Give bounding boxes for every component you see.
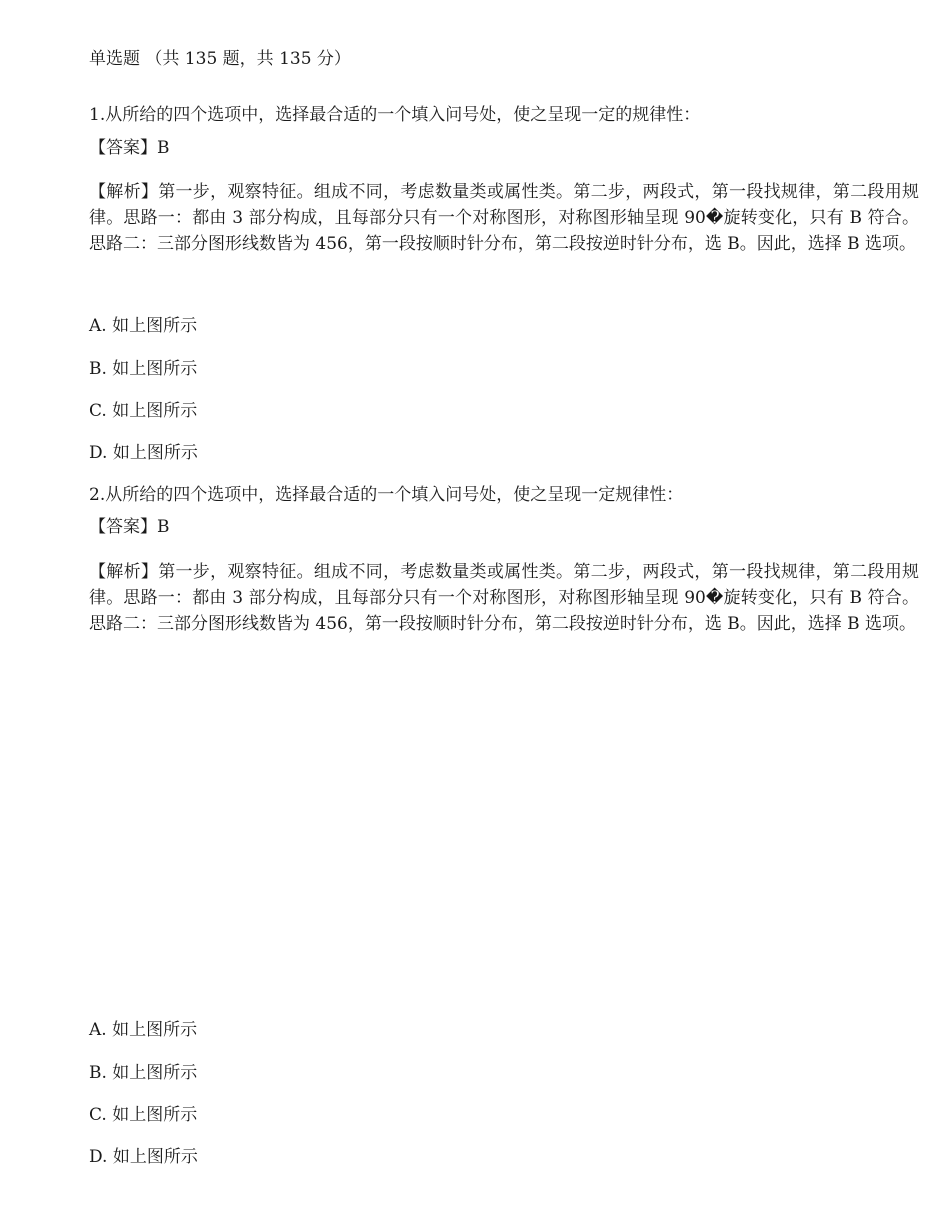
question-2-option-d: D. 如上图所示 — [89, 1147, 198, 1167]
question-2-title: 2.从所给的四个选项中，选择最合适的一个填入问号处，使之呈现一定规律性： — [89, 485, 684, 505]
question-2-answer: 【答案】B — [89, 517, 170, 537]
question-2-option-b: B. 如上图所示 — [89, 1063, 198, 1083]
question-1-title: 1.从所给的四个选项中，选择最合适的一个填入问号处，使之呈现一定的规律性： — [89, 105, 701, 125]
question-1-analysis: 【解析】第一步，观察特征。组成不同，考虑数量类或属性类。第二步，两段式，第一段找规律，第二段用规律。思路一：都由 3 部分构成，且每部分只有一个对称图形，对称图形轴呈现 90�旋转变化，只有 B 符合。思路二：三部分图形线数皆为 456，第一段按顺时针分布，第二段按逆时针分布，选 B。因此，选择 B 选项。 — [89, 182, 919, 254]
question-2-option-a: A. 如上图所示 — [89, 1020, 198, 1040]
question-1-option-d: D. 如上图所示 — [89, 443, 198, 463]
question-1-option-b: B. 如上图所示 — [89, 359, 198, 379]
question-1-option-c: C. 如上图所示 — [89, 401, 198, 421]
question-1-answer: 【答案】B — [89, 138, 170, 158]
question-2-analysis: 【解析】第一步，观察特征。组成不同，考虑数量类或属性类。第二步，两段式，第一段找规律，第二段用规律。思路一：都由 3 部分构成，且每部分只有一个对称图形，对称图形轴呈现 90�旋转变化，只有 B 符合。思路二：三部分图形线数皆为 456，第一段按顺时针分布，第二段按逆时针分布，选 B。因此，选择 B 选项。 — [89, 562, 919, 634]
question-1-option-a: A. 如上图所示 — [89, 316, 198, 336]
question-2-option-c: C. 如上图所示 — [89, 1105, 198, 1125]
section-header: 单选题 （共 135 题，共 135 分） — [89, 49, 351, 69]
question-2-figure-area — [89, 680, 919, 1000]
